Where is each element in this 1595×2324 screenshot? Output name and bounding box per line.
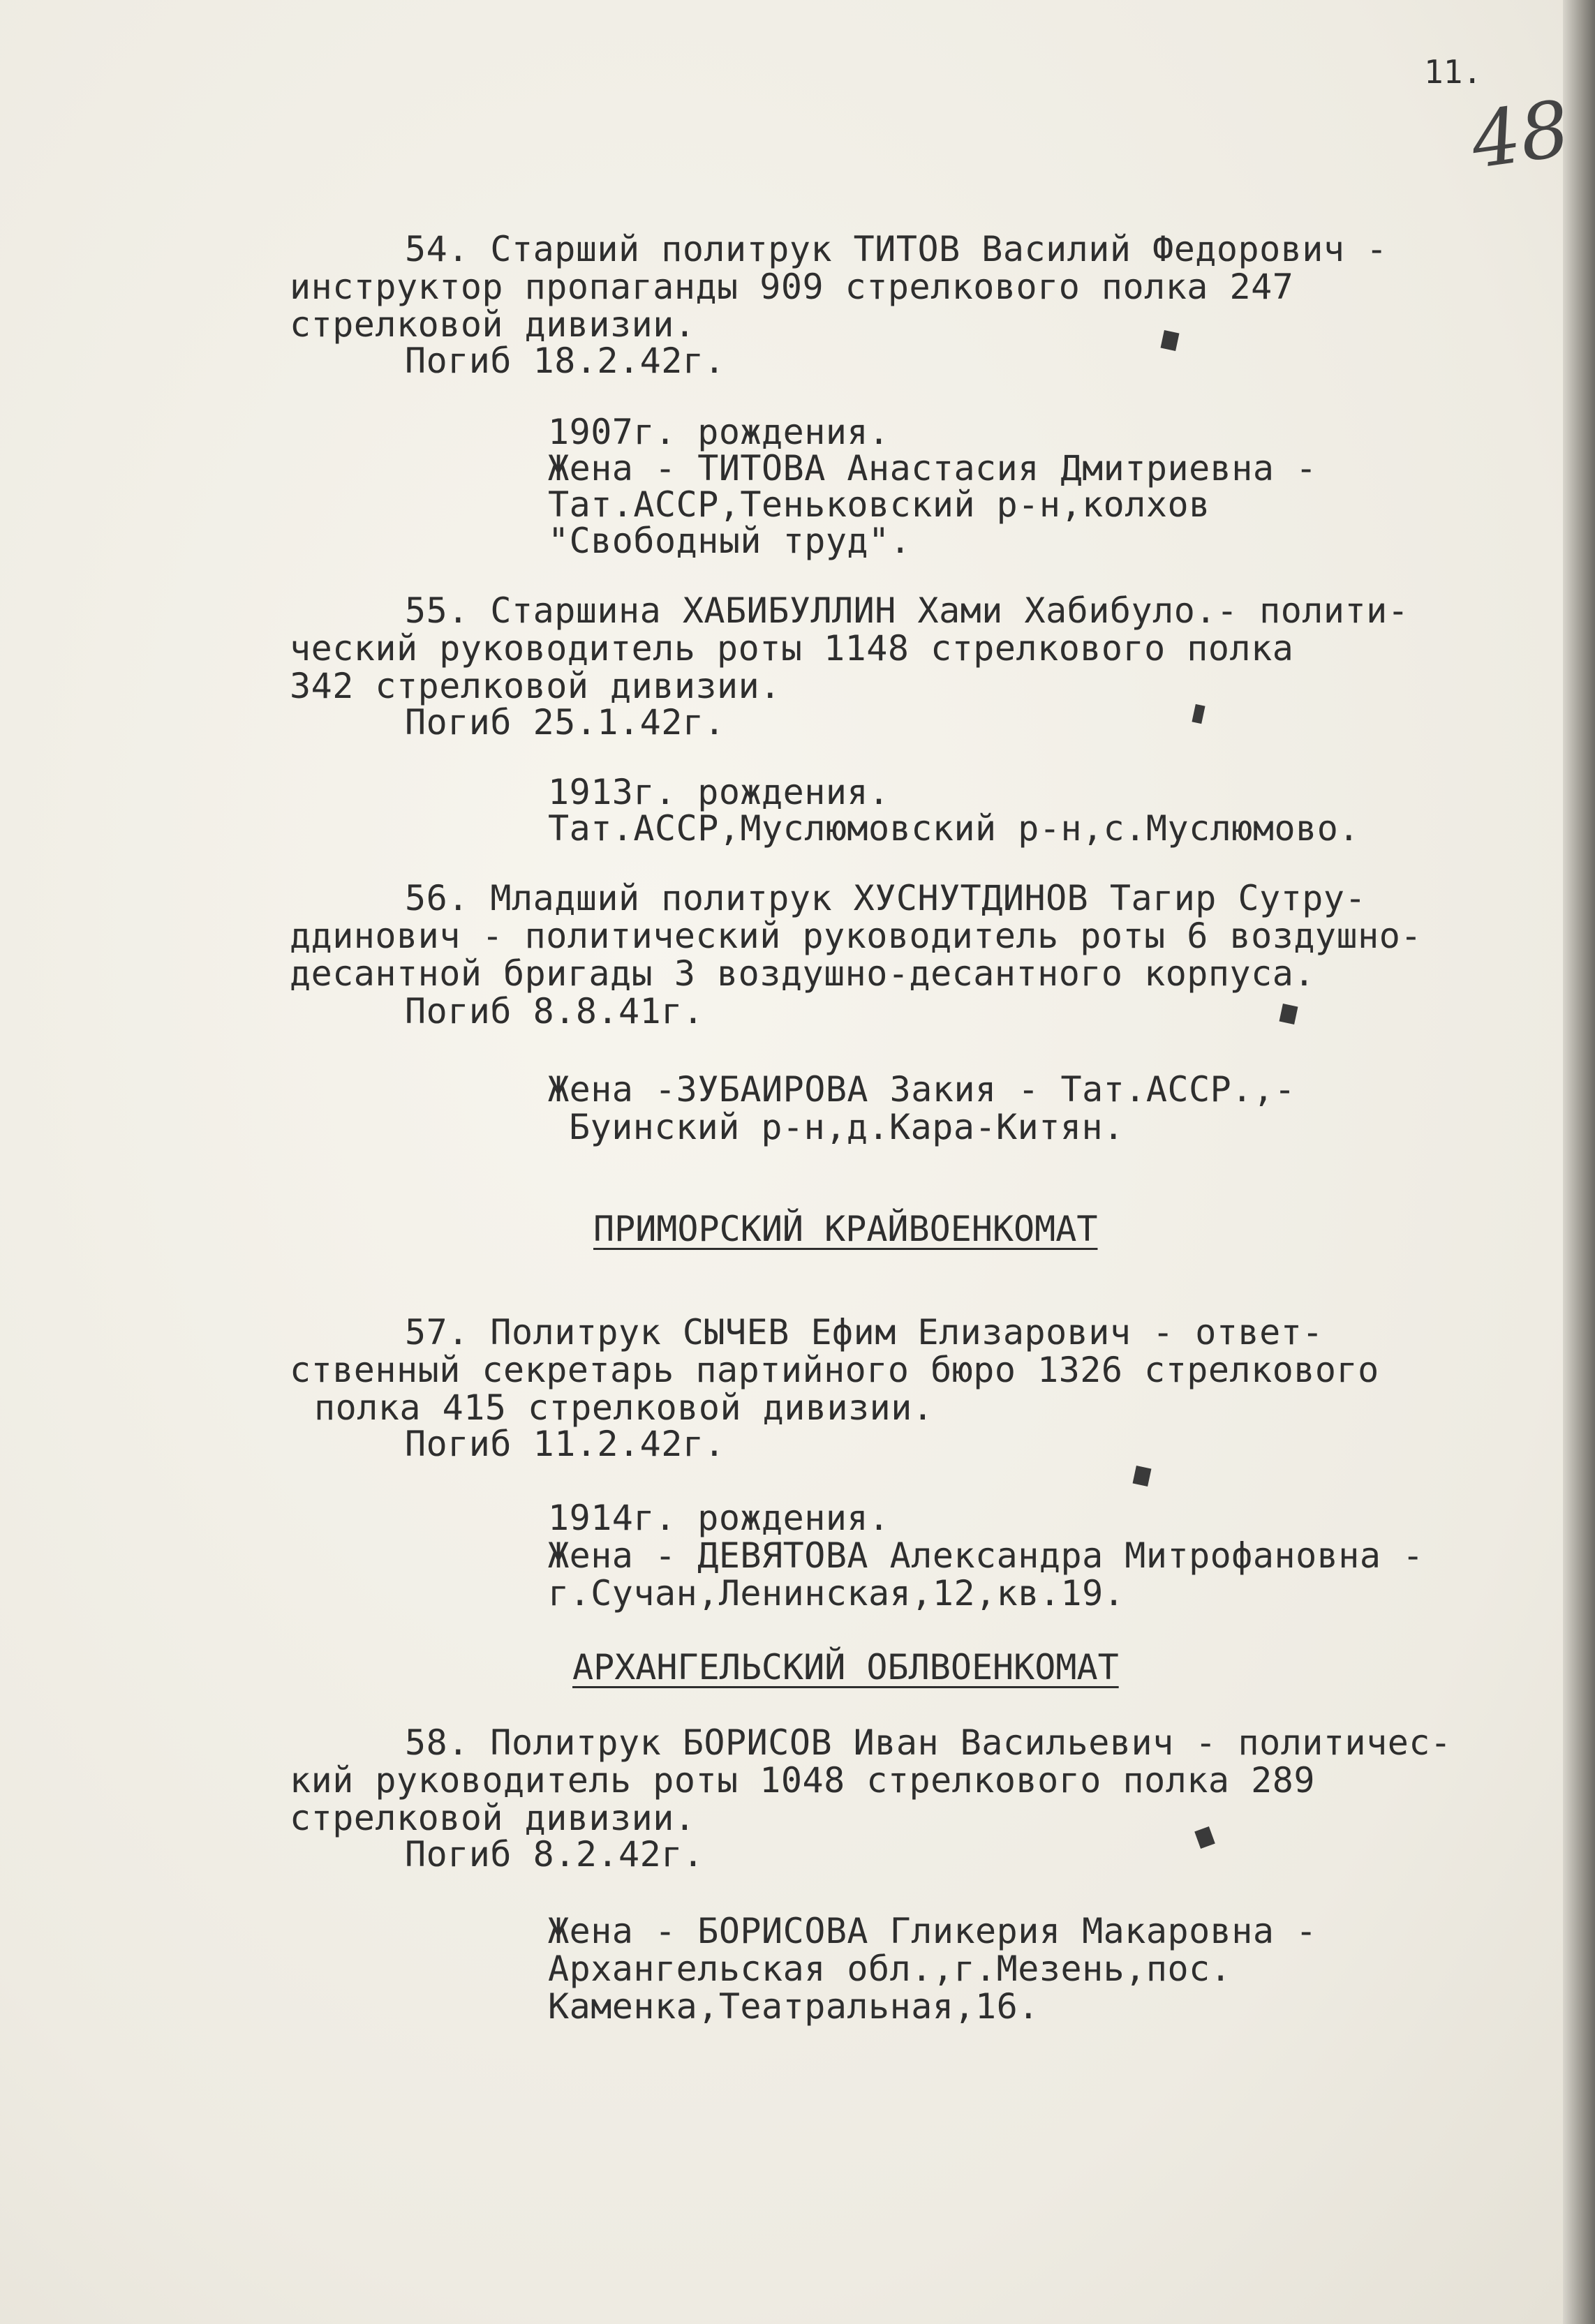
handwritten-page-number: 48: [1465, 83, 1575, 186]
entry-57-line-2: ственный секретарь партийного бюро 1326 стрелкового: [290, 1350, 1379, 1390]
ink-mark: [1161, 330, 1180, 351]
ink-mark: [1192, 704, 1205, 724]
entry-54-detail-2: Жена - ТИТОВА Анастасия Дмитриевна -: [548, 448, 1317, 489]
ink-mark: [1133, 1466, 1152, 1487]
entry-56-detail-1: Жена -ЗУБАИРОВА Закия - Тат.АССР.,-: [548, 1069, 1296, 1110]
entry-56-died: Погиб 8.8.41г.: [405, 991, 704, 1031]
entry-54-detail-1: 1907г. рождения.: [548, 412, 890, 452]
entry-56-line-1: 56. Младший политрук ХУСНУТДИНОВ Тагир Сутру-: [405, 878, 1367, 918]
entry-58-detail-1: Жена - БОРИСОВА Гликерия Макаровна -: [548, 1911, 1317, 1951]
entry-58-line-1: 58. Политрук БОРИСОВ Иван Васильевич - политичес-: [405, 1722, 1452, 1763]
ink-mark: [1279, 1004, 1298, 1025]
entry-55-line-2: ческий руководитель роты 1148 стрелкового полка: [290, 628, 1294, 669]
entry-56-line-2: ддинович - политический руководитель роты 6 воздушно-: [290, 916, 1422, 956]
entry-58-died: Погиб 8.2.42г.: [405, 1834, 704, 1875]
section-heading-primorsky: ПРИМОРСКИЙ КРАЙВОЕНКОМАТ: [593, 1209, 1098, 1249]
entry-56-line-3: десантной бригады 3 воздушно-десантного корпуса.: [290, 953, 1315, 994]
entry-57-died: Погиб 11.2.42г.: [405, 1424, 726, 1464]
entry-55-detail-2: Тат.АССР,Муслюмовский р-н,с.Муслюмово.: [548, 808, 1360, 849]
entry-57-detail-2: Жена - ДЕВЯТОВА Александра Митрофановна -: [548, 1535, 1424, 1576]
entry-54-line-2: инструктор пропаганды 909 стрелкового полка 247: [290, 267, 1294, 307]
entry-54-detail-3: Тат.АССР,Теньковский р-н,колхов: [548, 484, 1210, 525]
ink-mark: [1194, 1826, 1215, 1849]
entry-54-line-1: 54. Старший политрук ТИТОВ Василий Федорович -: [405, 229, 1388, 269]
entry-58-detail-3: Каменка,Театральная,16.: [548, 1986, 1039, 2027]
entry-54-detail-4: "Свободный труд".: [548, 521, 912, 561]
entry-58-line-3: стрелковой дивизии.: [290, 1798, 696, 1838]
entry-54-died: Погиб 18.2.42г.: [405, 341, 726, 381]
entry-57-detail-3: г.Сучан,Ленинская,12,кв.19.: [548, 1573, 1125, 1614]
entry-55-detail-1: 1913г. рождения.: [548, 772, 890, 812]
entry-58-line-2: кий руководитель роты 1048 стрелкового полка 289: [290, 1760, 1315, 1801]
entry-54-line-3: стрелковой дивизии.: [290, 304, 696, 345]
section-heading-arkhangelsk: АРХАНГЕЛЬСКИЙ ОБЛВОЕНКОМАТ: [572, 1647, 1119, 1688]
entry-57-detail-1: 1914г. рождения.: [548, 1498, 890, 1538]
page-number: 11.: [1424, 53, 1483, 91]
entry-56-detail-2: Буинский р-н,д.Кара-Китян.: [569, 1107, 1125, 1147]
entry-55-died: Погиб 25.1.42г.: [405, 702, 726, 743]
entry-57-line-1: 57. Политрук СЫЧЕВ Ефим Елизарович - ответ-: [405, 1312, 1323, 1353]
entry-58-detail-2: Архангельская обл.,г.Мезень,пос.: [548, 1949, 1232, 1989]
entry-55-line-1: 55. Старшина ХАБИБУЛЛИН Хами Хабибуло.- полити-: [405, 590, 1409, 631]
page-edge-shadow: [1563, 0, 1595, 2324]
entry-57-line-3: полка 415 стрелковой дивизии.: [314, 1387, 934, 1428]
entry-55-line-3: 342 стрелковой дивизии.: [290, 666, 781, 706]
